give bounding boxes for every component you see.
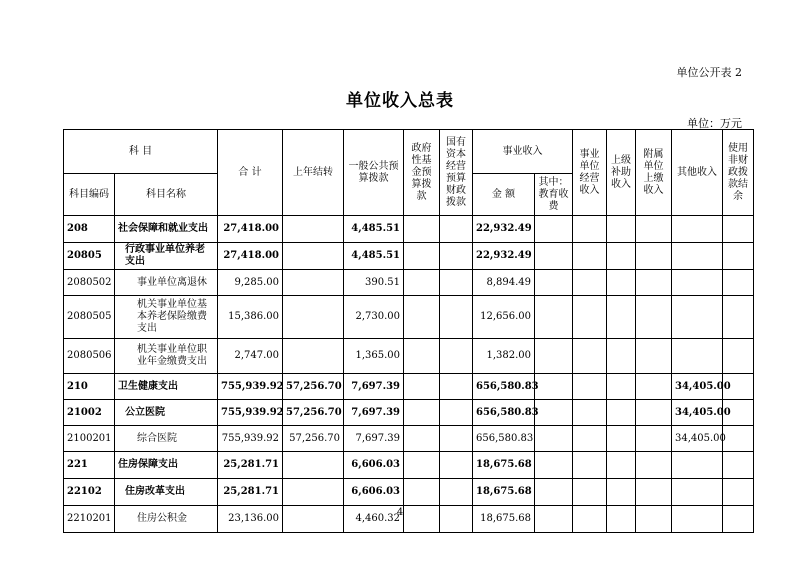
row-non-fiscal-balance — [723, 243, 754, 270]
row-gov-fund — [404, 243, 440, 270]
table-row — [64, 479, 754, 506]
row-state-capital — [440, 243, 473, 270]
row-edu-fee — [535, 374, 573, 400]
row-general-budget: 7,697.39 — [344, 374, 404, 400]
income-summary-table — [63, 129, 754, 533]
header-affiliated-remit: 附属单位上缴收入 — [636, 130, 672, 216]
row-total: 23,136.00 — [218, 506, 283, 533]
row-business-amount: 1,382.00 — [473, 339, 535, 374]
row-business-amount: 18,675.68 — [473, 479, 535, 506]
row-carryover: 57,256.70 — [283, 400, 344, 426]
row-gov-fund — [404, 339, 440, 374]
row-business-amount: 18,675.68 — [473, 452, 535, 479]
row-general-budget: 2,730.00 — [344, 296, 404, 339]
row-name: 住房保障支出 — [115, 452, 218, 479]
row-non-fiscal-balance — [723, 479, 754, 506]
row-gov-fund — [404, 216, 440, 243]
row-affiliated-remit — [636, 339, 672, 374]
table-row — [64, 243, 754, 270]
row-carryover: 57,256.70 — [283, 426, 344, 452]
row-affiliated-remit — [636, 452, 672, 479]
row-superior-subsidy — [607, 243, 636, 270]
row-name: 公立医院 — [115, 400, 218, 426]
row-business-amount: 656,580.83 — [473, 426, 535, 452]
row-code: 21002 — [64, 400, 115, 426]
row-code: 221 — [64, 452, 115, 479]
row-code: 210 — [64, 374, 115, 400]
header-superior-subsidy: 上级补助收入 — [607, 130, 636, 216]
row-state-capital — [440, 374, 473, 400]
row-code: 2210201 — [64, 506, 115, 533]
header-amount: 金 额 — [473, 174, 535, 216]
row-business-operating — [573, 243, 607, 270]
header-subject-name: 科目名称 — [115, 174, 218, 216]
header-business-operating: 事业单位经营收入 — [573, 130, 607, 216]
row-superior-subsidy — [607, 374, 636, 400]
row-business-operating — [573, 400, 607, 426]
table-row — [64, 374, 754, 400]
row-affiliated-remit — [636, 270, 672, 296]
row-superior-subsidy — [607, 296, 636, 339]
row-non-fiscal-balance — [723, 270, 754, 296]
header-total: 合 计 — [218, 130, 283, 216]
row-superior-subsidy — [607, 479, 636, 506]
row-state-capital — [440, 339, 473, 374]
row-business-amount: 22,932.49 — [473, 216, 535, 243]
row-non-fiscal-balance — [723, 296, 754, 339]
table-body — [64, 216, 754, 533]
row-superior-subsidy — [607, 452, 636, 479]
row-carryover — [283, 296, 344, 339]
row-gov-fund — [404, 452, 440, 479]
row-code: 2080506 — [64, 339, 115, 374]
row-affiliated-remit — [636, 216, 672, 243]
row-other-income — [672, 296, 723, 339]
row-non-fiscal-balance — [723, 452, 754, 479]
row-name: 住房公积金 — [115, 506, 218, 533]
row-carryover — [283, 479, 344, 506]
header-gov-fund: 政府性基金预算拨款 — [404, 130, 440, 216]
row-superior-subsidy — [607, 270, 636, 296]
row-other-income — [672, 243, 723, 270]
header-other-income: 其他收入 — [672, 130, 723, 216]
row-state-capital — [440, 426, 473, 452]
row-total: 25,281.71 — [218, 479, 283, 506]
row-general-budget: 7,697.39 — [344, 400, 404, 426]
row-affiliated-remit — [636, 426, 672, 452]
table-row — [64, 339, 754, 374]
page-title: 单位收入总表 — [346, 91, 454, 111]
row-business-operating — [573, 452, 607, 479]
row-name: 卫生健康支出 — [115, 374, 218, 400]
row-non-fiscal-balance — [723, 426, 754, 452]
row-code: 20805 — [64, 243, 115, 270]
header-state-capital: 国有资本经营预算财政拨款 — [440, 130, 473, 216]
row-total: 9,285.00 — [218, 270, 283, 296]
page-number: 4 — [396, 507, 404, 518]
row-general-budget: 1,365.00 — [344, 339, 404, 374]
row-non-fiscal-balance — [723, 339, 754, 374]
row-name: 机关事业单位职业年金缴费支出 — [115, 339, 218, 374]
row-business-operating — [573, 216, 607, 243]
row-affiliated-remit — [636, 243, 672, 270]
row-other-income — [672, 339, 723, 374]
row-edu-fee — [535, 400, 573, 426]
row-affiliated-remit — [636, 400, 672, 426]
header-subject-code: 科目编码 — [64, 174, 115, 216]
row-business-amount: 22,932.49 — [473, 243, 535, 270]
row-other-income: 34,405.00 — [672, 426, 723, 452]
header-non-fiscal-balance: 使用非财政拨款结余 — [723, 130, 754, 216]
unit-label: 单位：万元 — [687, 117, 742, 130]
table-row — [64, 426, 754, 452]
row-business-operating — [573, 339, 607, 374]
header-edu-fee: 其中：教育收费 — [535, 174, 573, 216]
row-edu-fee — [535, 243, 573, 270]
row-state-capital — [440, 400, 473, 426]
row-general-budget: 6,606.03 — [344, 479, 404, 506]
row-other-income — [672, 216, 723, 243]
row-state-capital — [440, 452, 473, 479]
row-edu-fee — [535, 216, 573, 243]
row-business-operating — [573, 296, 607, 339]
row-other-income: 34,405.00 — [672, 374, 723, 400]
form-number: 单位公开表 2 — [676, 66, 742, 79]
row-total: 27,418.00 — [218, 216, 283, 243]
row-carryover: 57,256.70 — [283, 374, 344, 400]
header-business-income: 事业收入 — [473, 130, 573, 174]
row-general-budget: 6,606.03 — [344, 452, 404, 479]
row-total: 755,939.92 — [218, 374, 283, 400]
row-edu-fee — [535, 270, 573, 296]
table-row — [64, 270, 754, 296]
row-edu-fee — [535, 296, 573, 339]
row-gov-fund — [404, 270, 440, 296]
row-gov-fund — [404, 374, 440, 400]
row-superior-subsidy — [607, 426, 636, 452]
row-code: 208 — [64, 216, 115, 243]
table-row — [64, 400, 754, 426]
row-business-operating — [573, 270, 607, 296]
row-other-income: 34,405.00 — [672, 400, 723, 426]
row-superior-subsidy — [607, 400, 636, 426]
row-other-income — [672, 452, 723, 479]
row-business-amount: 656,580.83 — [473, 400, 535, 426]
row-general-budget: 7,697.39 — [344, 426, 404, 452]
header-general-budget: 一般公共预算拨款 — [344, 130, 404, 216]
row-business-operating — [573, 426, 607, 452]
table-row — [64, 296, 754, 339]
row-general-budget: 4,485.51 — [344, 216, 404, 243]
row-state-capital — [440, 296, 473, 339]
row-state-capital — [440, 270, 473, 296]
table-row — [64, 452, 754, 479]
row-other-income — [672, 479, 723, 506]
row-edu-fee — [535, 452, 573, 479]
row-business-amount: 656,580.83 — [473, 374, 535, 400]
row-general-budget: 4,460.32 — [344, 506, 404, 533]
row-code: 2100201 — [64, 426, 115, 452]
row-name: 行政事业单位养老支出 — [115, 243, 218, 270]
row-code: 22102 — [64, 479, 115, 506]
row-non-fiscal-balance — [723, 216, 754, 243]
row-affiliated-remit — [636, 296, 672, 339]
row-name: 事业单位离退休 — [115, 270, 218, 296]
row-state-capital — [440, 479, 473, 506]
row-superior-subsidy — [607, 216, 636, 243]
row-code: 2080502 — [64, 270, 115, 296]
row-name: 住房改革支出 — [115, 479, 218, 506]
row-total: 2,747.00 — [218, 339, 283, 374]
row-edu-fee — [535, 426, 573, 452]
row-gov-fund — [404, 400, 440, 426]
row-carryover — [283, 243, 344, 270]
row-business-amount: 18,675.68 — [473, 506, 535, 533]
row-general-budget: 390.51 — [344, 270, 404, 296]
row-other-income — [672, 270, 723, 296]
row-state-capital — [440, 216, 473, 243]
row-carryover — [283, 270, 344, 296]
row-carryover — [283, 339, 344, 374]
row-edu-fee — [535, 339, 573, 374]
row-total: 25,281.71 — [218, 452, 283, 479]
row-affiliated-remit — [636, 374, 672, 400]
row-business-amount: 12,656.00 — [473, 296, 535, 339]
row-edu-fee — [535, 479, 573, 506]
table-row — [64, 216, 754, 243]
row-total: 755,939.92 — [218, 426, 283, 452]
row-business-operating — [573, 374, 607, 400]
row-carryover — [283, 452, 344, 479]
row-name: 社会保障和就业支出 — [115, 216, 218, 243]
row-business-operating — [573, 479, 607, 506]
row-name: 机关事业单位基本养老保险缴费支出 — [115, 296, 218, 339]
header-subject: 科 目 — [64, 130, 218, 174]
row-superior-subsidy — [607, 339, 636, 374]
row-total: 755,939.92 — [218, 400, 283, 426]
row-total: 15,386.00 — [218, 296, 283, 339]
row-name: 综合医院 — [115, 426, 218, 452]
row-code: 2080505 — [64, 296, 115, 339]
row-affiliated-remit — [636, 479, 672, 506]
row-business-amount: 8,894.49 — [473, 270, 535, 296]
row-gov-fund — [404, 296, 440, 339]
row-total: 27,418.00 — [218, 243, 283, 270]
row-gov-fund — [404, 479, 440, 506]
row-general-budget: 4,485.51 — [344, 243, 404, 270]
row-gov-fund — [404, 426, 440, 452]
header-carryover: 上年结转 — [283, 130, 344, 216]
row-carryover — [283, 216, 344, 243]
